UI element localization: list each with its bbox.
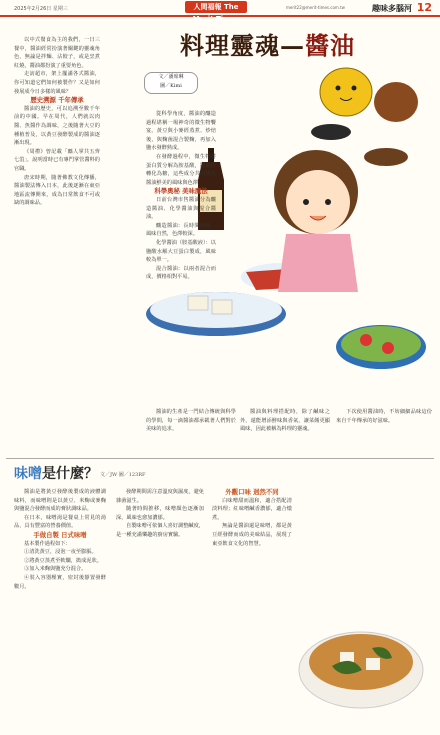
feature-title [180, 26, 355, 61]
feature-title-main: 料理靈魂— [180, 31, 305, 60]
page-header [0, 0, 440, 23]
feature-byline: 文／潘席琳 圖／Kimi [144, 72, 198, 94]
paragraph: 醬油的歷史，可以追溯至數千年前的中國。早在周代，人們就以肉醬、魚醬作為調味，之後隨著大豆的種植普及，以黃豆發酵製成的醬油逐漸出現。 [14, 105, 100, 147]
subheading-history: 歷史溯源 千年傳承 [30, 96, 84, 105]
soybean-mascot-icon [320, 68, 418, 122]
contact-email: merit22@merit-times.com.tw [286, 5, 345, 10]
paragraph: 醬油與料理搭配時，除了鹹味之外，還能增添鮮味與香氣，讓菜餚更顯風味，因此被稱為料理的靈魂。 [240, 409, 330, 433]
paragraph: 在日本，味噌湯是餐桌上常見的湯品，具有豐富的營養價值。 [14, 514, 106, 530]
side-title-rest: 是什麼？ [42, 466, 98, 482]
paragraph: 下次使用醬油時，不妨細細品味這份來自千年傳承的好滋味。 [336, 409, 432, 424]
paragraph: 隨著時間推移，味噌顏色逐漸加深，風味也愈加濃郁。 [116, 506, 204, 521]
side-column-1 [14, 488, 106, 591]
paragraph: 混合醬油：以兩者混合而成，價格相對平易。 [146, 265, 216, 281]
paragraph: 無論是醬油還是味噌，都是黃豆經發酵而成的美味結晶，展現了東亞飲食文化的智慧。 [212, 523, 292, 547]
paragraph: 醬油的生產是一門結合傳統與科學的學問，每一滴醬油都承載著人們對於美味的追求。 [146, 409, 236, 433]
paragraph: 化學醬油（胺基酸液）：以鹽酸水解大豆蛋白製成，風味較為單一。 [146, 239, 216, 264]
feature-bottom-1 [146, 408, 236, 434]
paragraph: 《周禮》曾記載「醯人掌共五齊七菹」，說明當時已有專門掌管醬料的官職。 [14, 148, 100, 172]
feature-column-middle [146, 110, 216, 282]
miso-soup-bowl-icon [292, 600, 430, 718]
side-byline: 文／JW 圖／123RF [100, 472, 146, 478]
section-title: 趣味多腦河 [372, 4, 412, 13]
paragraph: 自製味噌可依個人喜好調整鹹度，是一種充滿樂趣的廚房實驗。 [116, 523, 204, 538]
step: ②將黃豆蒸煮至軟爛，搗成泥狀。 [24, 557, 102, 564]
paragraph: 以中式餐食為主的我們，一日三餐中，醬油經常扮演著關鍵的靈魂角色，無論是拌麵、沾餃子，或是烹煮紅燒，醬油都扮演了重要角色。 [14, 37, 100, 69]
step: ④裝入容器壓實，密封後靜置發酵數月。 [14, 574, 106, 590]
paragraph: 發酵期間需注意溫度與濕度，避免雜菌滋生。 [116, 489, 204, 504]
newspaper-logo: 人間福報 The Merit Times [185, 1, 247, 13]
feature-title-highlight: 醬油 [305, 31, 355, 60]
paragraph: 在發酵過程中，微生物將蛋白質分解為胺基酸，將澱粉轉化為糖，這些成分共同構成醬油鮮美的風味與色澤。 [146, 153, 216, 186]
subheading-appearance: 外觀口味 迥然不同 [225, 488, 279, 496]
side-title-highlight: 味噌 [14, 466, 42, 482]
feature-column-left [14, 36, 100, 208]
feature-bottom-2 [240, 408, 330, 434]
side-column-3 [212, 488, 292, 548]
step: ①清洗黃豆，浸泡一夜至膨脹。 [24, 549, 97, 556]
paragraph: 從科學角度，醬油的釀造過程堪稱一場神奇的微生物饗宴。黃豆與小麥經蒸煮、炒焙後，與麴菌混合製麴，再加入鹽水發酵熟成。 [146, 111, 216, 152]
side-article-title [14, 463, 98, 483]
paragraph: 日前台灣市售醬油分為釀造醬油、化學醬油與混合醬油。 [146, 196, 216, 221]
girl-illustration [274, 150, 358, 292]
paragraph: 釀造醬油：長時間發酵，風味自然，色澤較深。 [146, 222, 216, 238]
feature-bottom-3 [336, 408, 432, 425]
steps-title: 基本製作過程如下： [24, 540, 71, 547]
paragraph: 白味噌甜而溫和，適合搭配清淡料理；紅味噌鹹香濃郁，適合燉煮。 [212, 497, 292, 521]
paragraph: 走訪超市，架上擺滿各式醬油，你可知道它們如何被製作？又是如何發展成今日多樣的風味？ [14, 71, 100, 95]
subheading-homemade: 手做自製 日式味噌 [33, 530, 87, 539]
side-column-2 [116, 488, 204, 540]
step: ③加入米麴與鹽充分混合。 [24, 566, 87, 573]
paragraph: 唐宋時期，隨著佛教文化傳播，醬油製法傳入日本，此後逐漸在東亞地區流傳開來，成為日常飲食不可或缺的調味品。 [14, 174, 100, 207]
subheading-science: 科學奧秘 美味魔法 [154, 187, 208, 196]
issue-date: 2025年2月26日 星期三 [14, 6, 68, 12]
paragraph: 醬油是將黃豆發酵後製成的液體調味料，而味噌則是以黃豆、米麴或麥麴與鹽混合發酵而成的膏狀調味品。 [14, 489, 106, 513]
page-number: 12 [416, 1, 432, 14]
